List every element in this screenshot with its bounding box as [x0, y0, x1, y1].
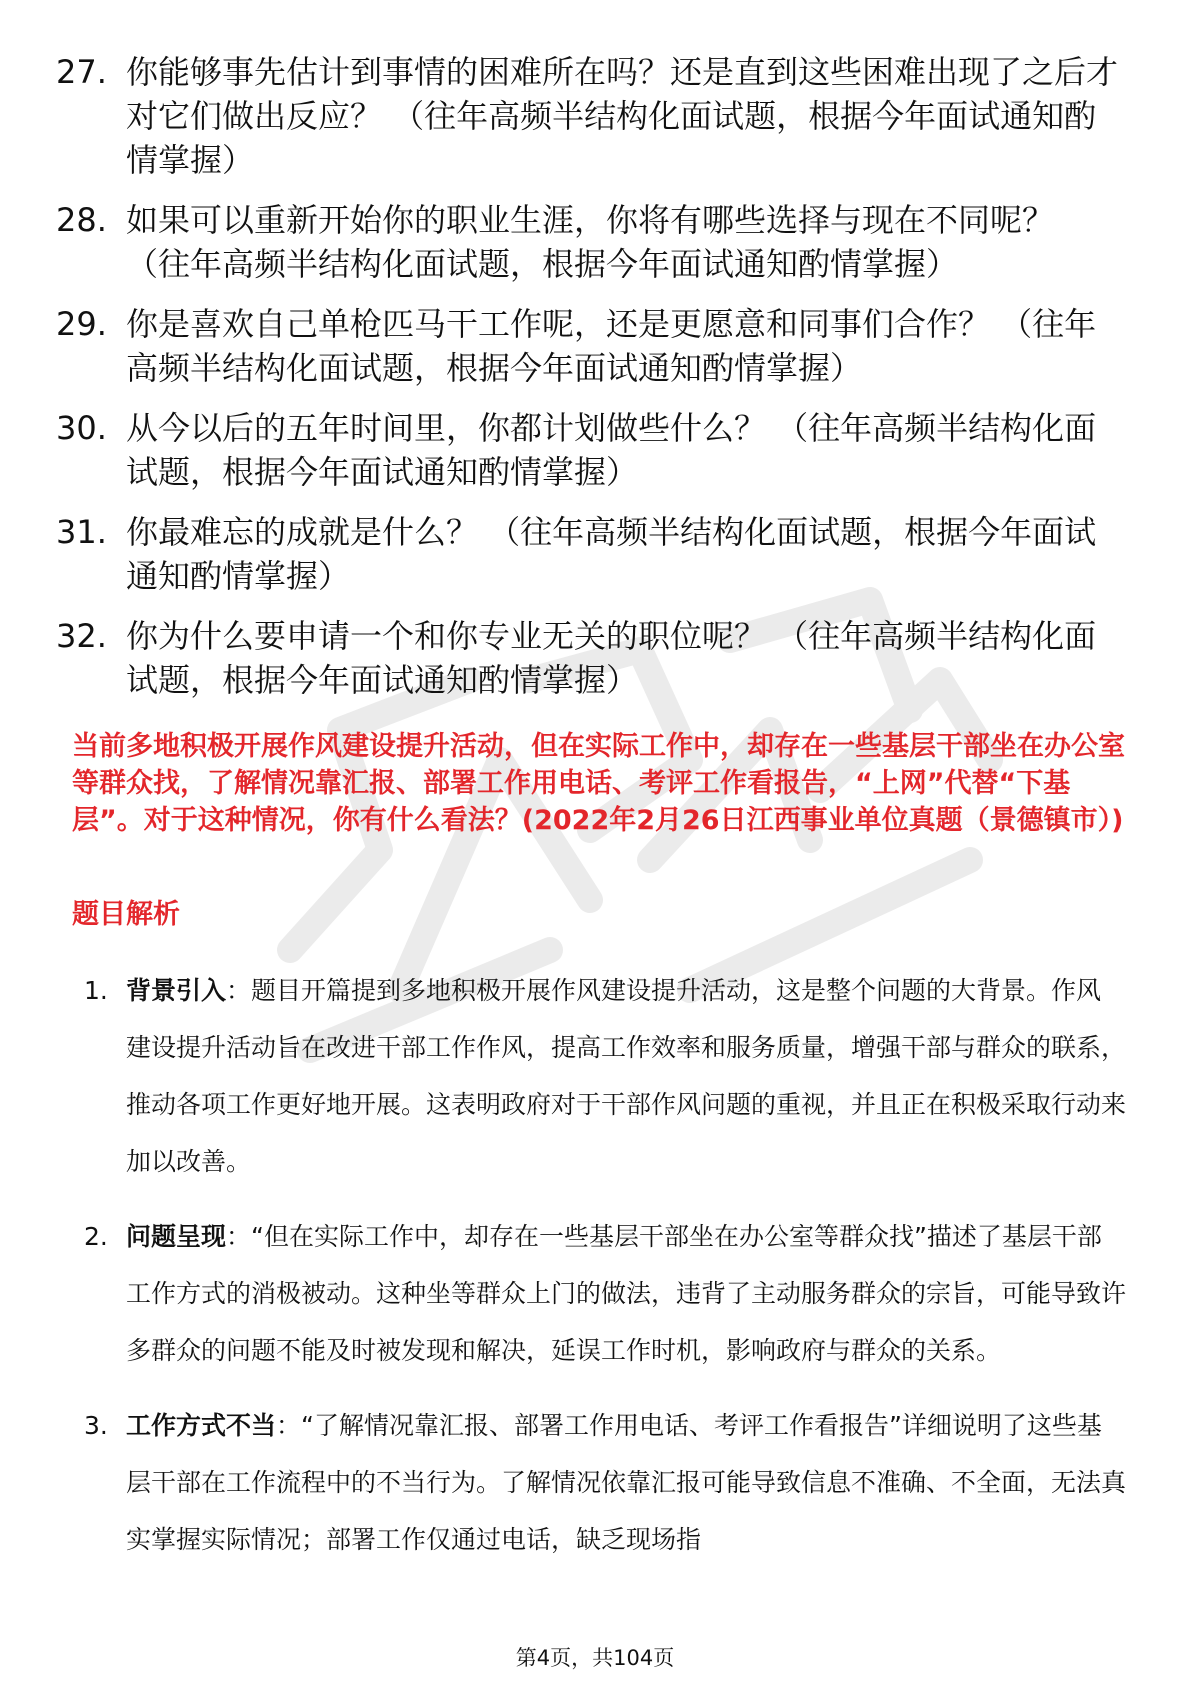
main-question: 当前多地积极开展作风建设提升活动，但在实际工作中，却存在一些基层干部坐在办公室等群众找，了解情况靠汇报、部署工作用电话、考评工作看报告，“上网”代替“下基层”。对于这种情况，你有什么看法？(2022年2月26日江西事业单位真题（景德镇市）): [72, 731, 1125, 836]
analysis-heading: 题目解析: [72, 899, 180, 930]
analysis-body: ：题目开篇提到多地积极开展作风建设提升活动，这是整个问题的大背景。作风建设提升活动旨在改进干部工作作风，提高工作效率和服务质量，增强干部与群众的联系，推动各项工作更好地开展。这表明政府对于干部作风问题的重视，并且正在积极采取行动来加以改善。: [126, 976, 1127, 1176]
analysis-lead: 工作方式不当: [126, 1411, 277, 1440]
list-item: [56, 50, 1136, 182]
question-number: 27.: [56, 53, 107, 91]
list-item: [56, 614, 1136, 702]
analysis-lead: 背景引入: [126, 976, 227, 1005]
question-number: 28.: [56, 201, 107, 239]
list-item: [56, 302, 1136, 390]
analysis-text: [126, 1397, 1126, 1568]
question-number: 30.: [56, 409, 107, 447]
analysis-number: 2.: [84, 1222, 108, 1251]
list-item: [56, 198, 1136, 286]
analysis-lead: 问题呈现: [126, 1222, 227, 1251]
analysis-body: ：“了解情况靠汇报、部署工作用电话、考评工作看报告”详细说明了这些基层干部在工作流程中的不当行为。了解情况依靠汇报可能导致信息不准确、不全面，无法真实掌握实际情况；部署工作仅通过电话，缺乏现场指: [126, 1411, 1127, 1554]
analysis-number: 1.: [84, 976, 108, 1005]
question-number: 31.: [56, 513, 107, 551]
question-list: [56, 50, 1136, 718]
question-text: 你最难忘的成就是什么？ （往年高频半结构化面试题，根据今年面试通知酌情掌握）: [126, 513, 1097, 595]
question-number: 29.: [56, 305, 107, 343]
analysis-text: [126, 962, 1126, 1190]
question-text: 你是喜欢自己单枪匹马干工作呢，还是更愿意和同事们合作？ （往年高频半结构化面试题，根据今年面试通知酌情掌握）: [126, 305, 1097, 387]
question-text: 如果可以重新开始你的职业生涯，你将有哪些选择与现在不同呢？ （往年高频半结构化面试题，根据今年面试通知酌情掌握）: [126, 201, 1055, 283]
question-text: 从今以后的五年时间里，你都计划做些什么？ （往年高频半结构化面试题，根据今年面试通知酌情掌握）: [126, 409, 1097, 491]
list-item: [56, 510, 1136, 598]
list-item: [84, 962, 1134, 1190]
list-item: [56, 406, 1136, 494]
question-text: 你能够事先估计到事情的困难所在吗？还是直到这些困难出现了之后才对它们做出反应？ （往年高频半结构化面试题，根据今年面试通知酌情掌握）: [126, 53, 1119, 179]
list-item: [84, 1397, 1134, 1568]
analysis-list: [84, 962, 1134, 1586]
analysis-text: [126, 1208, 1126, 1379]
analysis-body: ：“但在实际工作中，却存在一些基层干部坐在办公室等群众找”描述了基层干部工作方式的消极被动。这种坐等群众上门的做法，违背了主动服务群众的宗旨，可能导致许多群众的问题不能及时被发现和解决，延误工作时机，影响政府与群众的关系。: [126, 1222, 1127, 1365]
question-text: 你为什么要申请一个和你专业无关的职位呢？ （往年高频半结构化面试题，根据今年面试通知酌情掌握）: [126, 617, 1097, 699]
page-footer: 第4页，共104页: [515, 1646, 675, 1670]
analysis-number: 3.: [84, 1411, 108, 1440]
question-number: 32.: [56, 617, 107, 655]
list-item: [84, 1208, 1134, 1379]
